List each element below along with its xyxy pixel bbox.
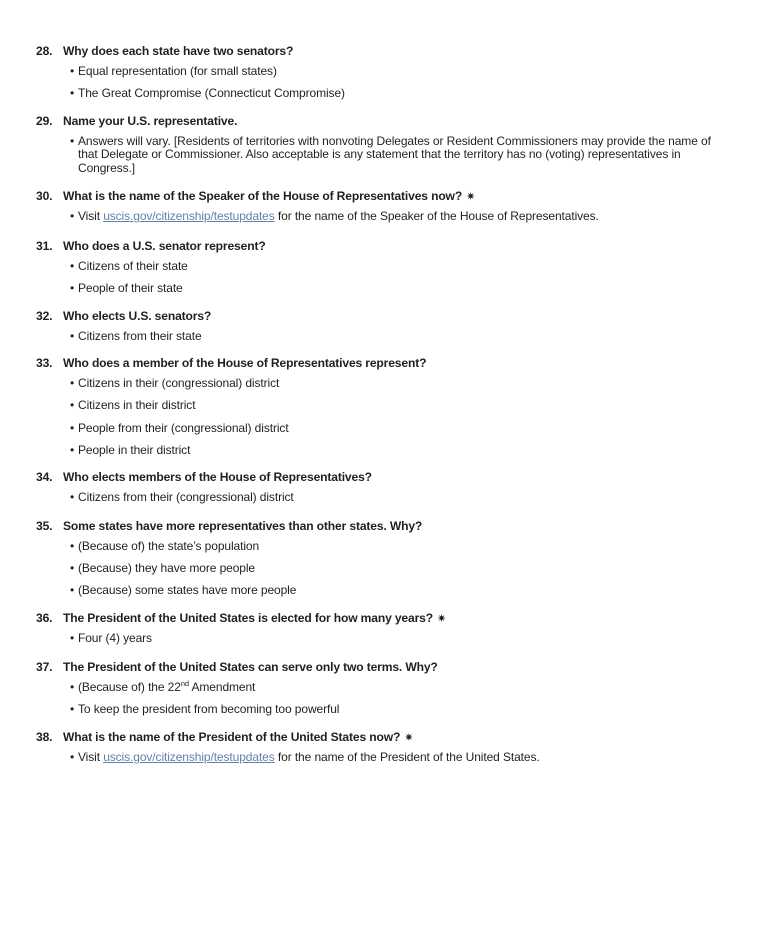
answer-text-prefix: Visit (78, 749, 104, 764)
question-text (63, 611, 724, 626)
answer-text: To keep the president from becoming too powerful (78, 702, 340, 717)
answer-text: Citizens of their state (78, 259, 188, 274)
bullet-icon: • (70, 583, 75, 597)
bullet-icon: • (70, 749, 75, 764)
question-text (63, 114, 724, 129)
answer-item (70, 491, 724, 505)
answer-item (70, 444, 724, 458)
answer-text-suffix: for the name of the Speaker of the House of Representatives. (274, 209, 599, 224)
question-label: What is the name of the Speaker of the House of Representatives now? (63, 189, 463, 204)
question-label: What is the name of the President of the United States now? (63, 729, 401, 744)
ordinal-suffix: nd (180, 679, 189, 689)
answer-item (70, 751, 724, 765)
bullet-icon: • (70, 442, 75, 457)
question-label: Who does a U.S. senator represent? (63, 239, 266, 254)
question-text (63, 239, 724, 254)
bullet-icon: • (70, 133, 75, 148)
question-line (36, 309, 724, 324)
bullet-icon: • (70, 281, 75, 296)
question-line (36, 519, 724, 534)
star-icon: ✷ (466, 191, 476, 204)
question-text (63, 470, 724, 485)
question-answer-item (36, 44, 724, 101)
question-label: Who elects U.S. senators? (63, 308, 212, 323)
question-number: 36. (36, 610, 53, 625)
question-label: Who does a member of the House of Representatives represent? (63, 356, 427, 371)
answer-item (70, 584, 724, 598)
question-text (63, 44, 724, 59)
question-text (63, 309, 724, 324)
question-line (36, 239, 724, 254)
bullet-icon: • (70, 702, 75, 717)
answer-item (70, 210, 724, 224)
bullet-icon: • (70, 420, 75, 435)
answer-item (70, 422, 724, 436)
question-number: 32. (36, 308, 53, 323)
answer-list (36, 491, 724, 505)
bullet-icon: • (70, 560, 75, 575)
bullet-icon: • (70, 328, 75, 343)
answer-item (70, 562, 724, 576)
answer-item (70, 632, 724, 646)
question-answer-item (36, 114, 724, 176)
testupdates-link[interactable]: uscis.gov/citizenship/testupdates (103, 209, 275, 224)
answer-item (70, 282, 724, 296)
question-line (36, 356, 724, 371)
bullet-icon: • (70, 376, 75, 391)
question-number: 34. (36, 470, 53, 485)
bullet-icon: • (70, 86, 75, 101)
question-label: The President of the United States can serve only two terms. Why? (63, 660, 438, 675)
question-label: Name your U.S. representative. (63, 113, 238, 128)
answer-list (36, 330, 724, 344)
answer-text: Answers will vary. [Residents of territories with nonvoting Delegates or Resident Commissioners may provide the name of that Delegate or Commissioner. Also acceptable is any statement that the territory has no (voting) representatives in Congress.] (78, 133, 711, 175)
bullet-icon: • (70, 64, 75, 78)
answer-text: The Great Compromise (Connecticut Compromise) (78, 86, 345, 101)
bullet-icon: • (70, 538, 75, 553)
answer-text: (Because) they have more people (78, 560, 256, 575)
answer-text: Citizens in their (congressional) district (78, 376, 280, 391)
question-line (36, 44, 724, 59)
question-number: 28. (36, 44, 53, 58)
question-label: Some states have more representatives than other states. Why? (63, 518, 423, 533)
answer-list (36, 377, 724, 457)
question-line (36, 114, 724, 129)
answer-text: Four (4) years (78, 630, 152, 645)
bullet-icon: • (70, 259, 75, 274)
question-line (36, 470, 724, 485)
question-answer-item (36, 309, 724, 344)
bullet-icon: • (70, 630, 75, 645)
question-text (63, 730, 724, 745)
question-answer-item (36, 356, 724, 457)
question-text (63, 660, 724, 675)
question-answer-item (36, 660, 724, 717)
answer-text: People from their (congressional) district (78, 420, 289, 435)
bullet-icon: • (70, 398, 75, 413)
testupdates-link[interactable]: uscis.gov/citizenship/testupdates (103, 749, 275, 764)
question-number: 35. (36, 518, 53, 533)
answer-item (70, 330, 724, 344)
answer-item (70, 260, 724, 274)
answer-item (70, 540, 724, 554)
question-number: 29. (36, 113, 53, 128)
answer-text-suffix: Amendment (188, 680, 256, 695)
answer-item (70, 87, 724, 101)
answer-text: (Because of) the state’s population (78, 538, 260, 553)
answer-text-prefix: (Because of) the 22 (78, 680, 181, 695)
question-label: The President of the United States is elected for how many years? (63, 610, 433, 625)
question-label: Why does each state have two senators? (63, 44, 294, 58)
question-number: 33. (36, 356, 53, 371)
question-text (63, 356, 724, 371)
answer-list (36, 751, 724, 765)
star-icon: ✷ (404, 731, 414, 744)
answer-list (36, 260, 724, 296)
question-number: 30. (36, 189, 53, 204)
star-icon: ✷ (436, 612, 447, 625)
question-answer-item (36, 611, 724, 646)
answer-text: People in their district (78, 442, 191, 457)
question-line (36, 730, 724, 745)
question-line (36, 611, 724, 626)
question-text (63, 519, 724, 534)
answer-item (70, 65, 724, 79)
answer-item (70, 399, 724, 413)
answer-list (36, 681, 724, 717)
answer-text: People of their state (78, 281, 183, 296)
question-answer-item (36, 519, 724, 598)
answer-item (70, 681, 724, 695)
answer-list (36, 65, 724, 101)
question-text (63, 189, 724, 204)
answer-list (36, 632, 724, 646)
bullet-icon: • (70, 209, 75, 224)
question-line (36, 660, 724, 675)
answer-text: Equal representation (for small states) (78, 64, 277, 78)
answer-item (70, 135, 724, 176)
bullet-icon: • (70, 680, 75, 695)
question-answer-list (36, 44, 724, 764)
question-answer-item (36, 239, 724, 296)
answer-text: Citizens in their district (78, 398, 196, 413)
answer-text: (Because) some states have more people (78, 583, 297, 597)
answer-text-suffix: for the name of the President of the United States. (274, 749, 540, 764)
answer-list (36, 540, 724, 598)
question-number: 37. (36, 660, 53, 675)
answer-list (36, 210, 724, 224)
answer-text: Citizens from their state (78, 328, 202, 343)
answer-text-prefix: Visit (78, 209, 104, 224)
answer-item (70, 703, 724, 717)
question-line (36, 189, 724, 204)
answer-text: Citizens from their (congressional) district (78, 490, 294, 505)
question-number: 31. (36, 239, 53, 254)
answer-list (36, 135, 724, 176)
question-number: 38. (36, 729, 53, 744)
question-answer-item (36, 730, 724, 765)
question-answer-item (36, 470, 724, 505)
question-answer-item (36, 189, 724, 224)
question-label: Who elects members of the House of Representatives? (63, 470, 372, 485)
bullet-icon: • (70, 490, 75, 505)
answer-item (70, 377, 724, 391)
